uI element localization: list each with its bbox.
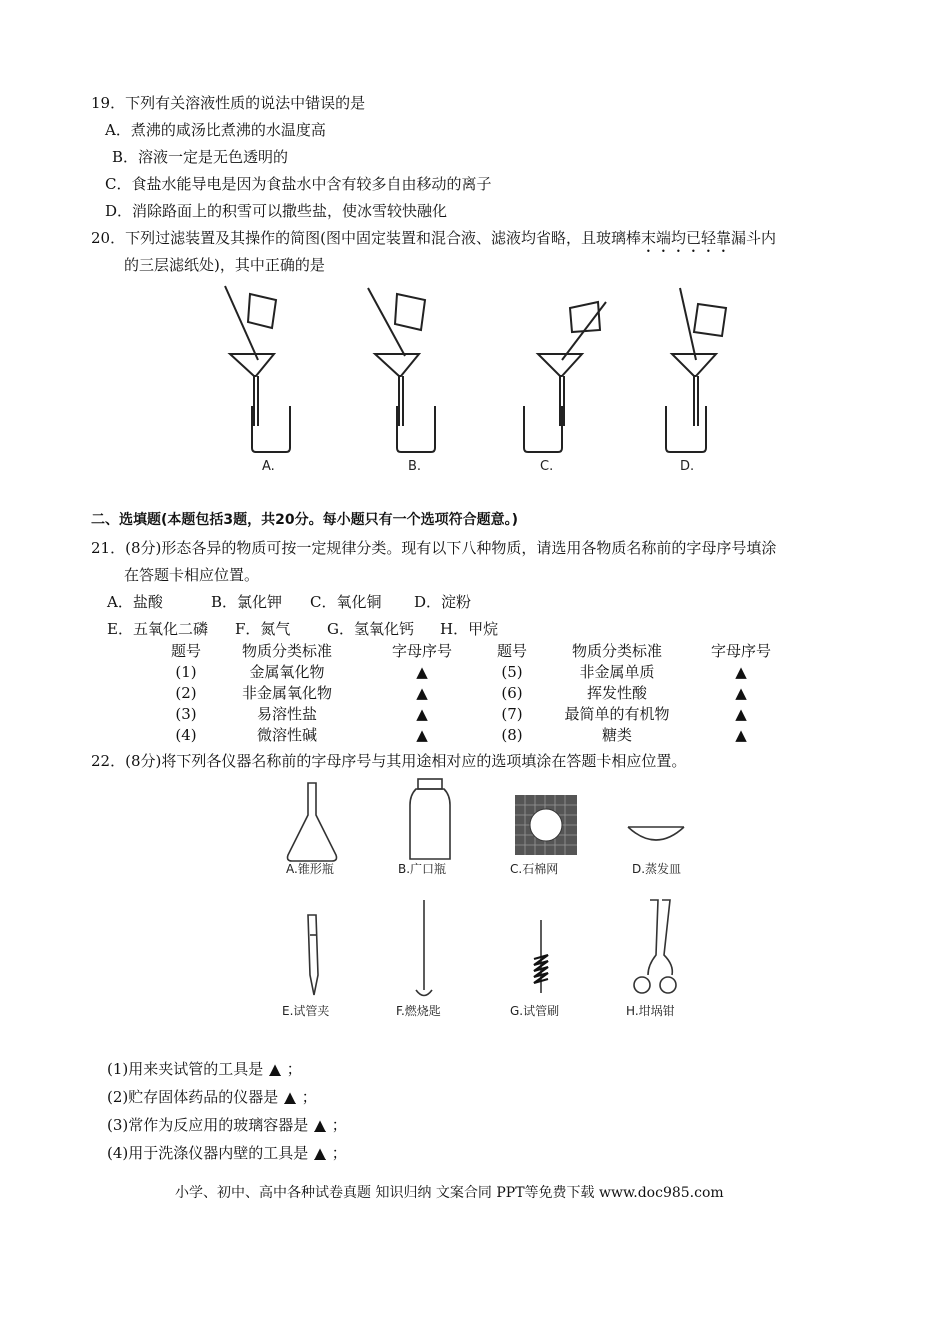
answer-marker: ▲ <box>416 683 428 702</box>
answer-marker: ▲ <box>416 704 428 723</box>
table-row <box>160 703 790 724</box>
sub-question-text: (1)用来夹试管的工具是 <box>107 1060 264 1078</box>
table-cell: (6) <box>501 683 523 702</box>
test-tube-brush-icon <box>534 920 548 993</box>
sub-question-end: ； <box>331 1116 347 1134</box>
q22-sub-3 <box>107 1114 347 1135</box>
table-row <box>160 724 790 745</box>
sub-question-end: ； <box>301 1088 317 1106</box>
answer-marker: ▲ <box>416 725 428 744</box>
q20-stem-line1 <box>91 227 776 256</box>
conical-flask-icon <box>288 783 337 861</box>
instrument-label-b: B.广口瓶 <box>398 862 447 876</box>
table-cell: 易溶性盐 <box>256 705 317 723</box>
wide-mouth-bottle-icon <box>418 779 442 789</box>
test-tube-holder-icon <box>308 915 318 995</box>
crucible-tongs-icon <box>648 900 672 975</box>
evaporating-dish-icon <box>628 827 684 840</box>
sub-question-text: (2)贮存固体药品的仪器是 <box>107 1088 279 1106</box>
answer-marker: ▲ <box>735 683 747 702</box>
q19-option-a: A．煮沸的咸汤比煮沸的水温度高 <box>105 121 326 139</box>
substance-d: D．淀粉 <box>414 593 472 611</box>
q20-stem-line2: 的三层滤纸处)，其中正确的是 <box>124 256 325 274</box>
substance-e: E．五氧化二磷 <box>107 620 208 638</box>
q19-option-d: D．消除路面上的积雪可以撒些盐，使冰雪较快融化 <box>105 202 448 220</box>
filtration-figures <box>210 280 730 480</box>
figure-label-c: C. <box>540 459 554 474</box>
table-header-row <box>160 640 790 661</box>
classification-table <box>160 640 790 745</box>
table-cell: (8) <box>501 725 523 744</box>
table-row <box>160 682 790 703</box>
sub-question-end: ； <box>286 1060 302 1078</box>
instrument-label-f: F.燃烧匙 <box>396 1004 441 1018</box>
figure-label-d: D. <box>680 459 695 474</box>
q19-option-b: B．溶液一定是无色透明的 <box>112 148 289 166</box>
table-header: 题号 <box>496 642 527 660</box>
q20-stem-part2: 漏斗内 <box>730 229 776 247</box>
instrument-label-c: C.石棉网 <box>510 862 559 876</box>
q20-stem-part1: 20．下列过滤装置及其操作的简图(图中固定装置和混合液、滤液均省略，且玻璃棒 <box>91 229 641 247</box>
substance-c: C．氧化铜 <box>310 593 382 611</box>
sub-question-text: (4)用于洗涤仪器内壁的工具是 <box>107 1144 309 1162</box>
table-cell: (7) <box>501 704 523 723</box>
page-footer: 小学、初中、高中各种试卷真题 知识归纳 文案合同 PPT等免费下载 www.doc985.com <box>175 1185 724 1201</box>
substance-b: B．氯化钾 <box>211 593 283 611</box>
q20-stem-emphasis: 末端均已轻靠 <box>640 229 731 247</box>
table-cell: (2) <box>175 683 197 702</box>
table-row <box>160 661 790 682</box>
table-header: 题号 <box>170 642 201 660</box>
figure-label-b: B. <box>408 459 422 474</box>
table-cell: 非金属氧化物 <box>241 684 332 702</box>
q21-stem-line2: 在答题卡相应位置。 <box>124 566 260 584</box>
instruments-figure <box>270 775 710 1030</box>
q21-stem-line1: 21．(8分)形态各异的物质可按一定规律分类。现有以下八种物质，请选用各物质名称前的字母序号填涂 <box>91 539 777 557</box>
asbestos-gauze-icon <box>515 795 577 855</box>
table-cell: (4) <box>175 725 197 744</box>
q22-stem: 22．(8分)将下列各仪器名称前的字母序号与其用途相对应的选项填涂在答题卡相应位置。 <box>91 752 687 770</box>
instrument-label-d: D.蒸发皿 <box>632 862 682 876</box>
filtration-setup-b <box>368 288 435 452</box>
instrument-label-e: E.试管夹 <box>282 1004 330 1018</box>
substance-g: G．氢氧化钙 <box>327 620 414 638</box>
filtration-setup-d <box>666 288 726 452</box>
filtration-setup-c <box>524 302 606 452</box>
answer-blank: ▲ <box>269 1060 281 1078</box>
table-cell: (1) <box>175 662 197 681</box>
figure-label-a: A. <box>262 459 275 474</box>
table-header: 物质分类标准 <box>571 642 662 660</box>
instrument-label-a: A.锥形瓶 <box>286 862 334 876</box>
table-cell: (5) <box>501 662 523 681</box>
table-header: 物质分类标准 <box>241 642 332 660</box>
q19-option-c: C．食盐水能导电是因为食盐水中含有较多自由移动的离子 <box>105 175 492 193</box>
answer-marker: ▲ <box>416 662 428 681</box>
instrument-label-h: H.坩埚钳 <box>626 1004 675 1018</box>
sub-question-end: ； <box>331 1144 347 1162</box>
table-header: 字母序号 <box>710 642 771 660</box>
table-cell: 最简单的有机物 <box>564 705 670 723</box>
answer-marker: ▲ <box>735 725 747 744</box>
answer-marker: ▲ <box>735 662 747 681</box>
substance-f: F．氮气 <box>235 620 291 638</box>
q19-stem: 19．下列有关溶液性质的说法中错误的是 <box>91 94 366 112</box>
answer-blank: ▲ <box>284 1088 296 1106</box>
table-cell: 挥发性酸 <box>586 684 647 702</box>
table-cell: 金属氧化物 <box>249 663 325 681</box>
answer-marker: ▲ <box>735 704 747 723</box>
table-cell: (3) <box>175 704 197 723</box>
section2-heading: 二、选填题(本题包括3题，共20分。每小题只有一个选项符合题意。) <box>91 512 519 528</box>
table-header: 字母序号 <box>391 642 452 660</box>
substance-h: H．甲烷 <box>440 620 499 638</box>
instrument-label-g: G.试管刷 <box>510 1004 560 1018</box>
answer-blank: ▲ <box>314 1144 326 1162</box>
q22-sub-4 <box>107 1142 347 1163</box>
q22-sub-2 <box>107 1086 317 1107</box>
beaker-tilted-a <box>248 294 276 328</box>
table-cell: 微溶性碱 <box>256 726 317 744</box>
filtration-setup-a <box>225 286 290 452</box>
q22-sub-1 <box>107 1058 302 1079</box>
table-cell: 糖类 <box>601 726 632 744</box>
table-cell: 非金属单质 <box>579 663 655 681</box>
sub-question-text: (3)常作为反应用的玻璃容器是 <box>107 1116 309 1134</box>
answer-blank: ▲ <box>314 1116 326 1134</box>
substance-a: A．盐酸 <box>107 593 163 611</box>
